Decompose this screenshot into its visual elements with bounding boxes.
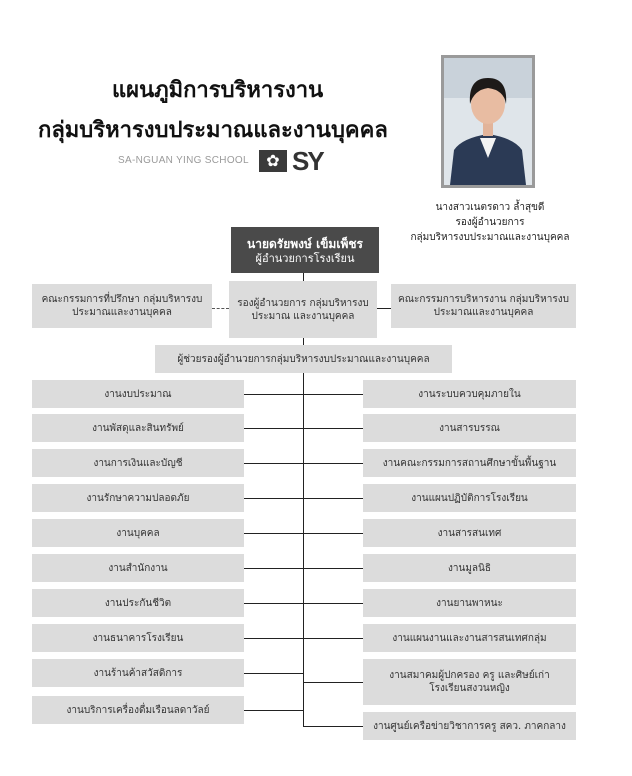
person-name: นางสาวเนตรดาว ล้ำสุขดี — [435, 202, 545, 213]
right-branch-line — [303, 463, 363, 464]
connector-main-trunk — [303, 338, 304, 726]
right-unit-box: งานยานพาหนะ — [363, 589, 576, 617]
left-unit-box: งานร้านค้าสวัสดิการ — [32, 659, 244, 687]
right-branch-line — [303, 394, 363, 395]
right-branch-line — [303, 428, 363, 429]
chart-title-line2: กลุ่มบริหารงบประมาณและงานบุคคล — [38, 118, 388, 143]
deputy-director-box: รองผู้อำนวยการ กลุ่มบริหารงบประมาณ และงานบุคคล — [229, 281, 377, 338]
connector-admin — [377, 308, 391, 309]
right-unit-box: งานมูลนิธิ — [363, 554, 576, 582]
person-caption — [395, 200, 585, 245]
right-unit-box: งานสมาคมผู้ปกครอง ครู และศิษย์เก่าโรงเรียนสงวนหญิง — [363, 659, 576, 705]
right-branch-line — [303, 568, 363, 569]
person-role: รองผู้อำนวยการ — [455, 217, 525, 228]
right-branch-line — [303, 603, 363, 604]
director-box — [231, 227, 379, 273]
right-unit-box: งานคณะกรรมการสถานศึกษาขั้นพื้นฐาน — [363, 449, 576, 477]
right-branch-line — [303, 682, 363, 683]
person-group: กลุ่มบริหารงบประมาณและงานบุคคล — [410, 232, 570, 243]
left-unit-box: งานงบประมาณ — [32, 380, 244, 408]
left-branch-line — [244, 428, 303, 429]
director-name: นายดรัยพงษ์ เข็มเพ็ชร — [247, 236, 363, 251]
connector-director-deputy — [303, 273, 304, 281]
left-unit-box: งานรักษาความปลอดภัย — [32, 484, 244, 512]
school-logo: SY — [292, 146, 323, 176]
admin-committee-box: คณะกรรมการบริหารงาน กลุ่มบริหารงบประมาณและงานบุคคล — [391, 284, 576, 328]
advisory-committee-box: คณะกรรมการที่ปรึกษา กลุ่มบริหารงบประมาณและงานบุคคล — [32, 284, 212, 328]
left-branch-line — [244, 463, 303, 464]
chart-title-line1: แผนภูมิการบริหารงาน — [112, 78, 324, 103]
left-unit-box: งานประกันชีวิต — [32, 589, 244, 617]
left-branch-line — [244, 673, 303, 674]
right-unit-box: งานสารบรรณ — [363, 414, 576, 442]
left-unit-box: งานการเงินและบัญชี — [32, 449, 244, 477]
left-unit-box: งานบุคคล — [32, 519, 244, 547]
school-name: SA-NGUAN YING SCHOOL — [118, 155, 249, 166]
left-branch-line — [244, 568, 303, 569]
connector-advisory-dashed — [212, 308, 229, 309]
left-unit-box: งานธนาคารโรงเรียน — [32, 624, 244, 652]
flower-logo-icon: ✿ — [259, 150, 287, 172]
right-unit-box: งานแผนงานและงานสารสนเทศกลุ่ม — [363, 624, 576, 652]
left-branch-line — [244, 498, 303, 499]
left-branch-line — [244, 710, 303, 711]
assistant-deputy-box: ผู้ช่วยรองผู้อำนวยการกลุ่มบริหารงบประมาณและงานบุคคล — [155, 345, 452, 373]
right-branch-line — [303, 726, 363, 727]
left-branch-line — [244, 638, 303, 639]
left-unit-box: งานสำนักงาน — [32, 554, 244, 582]
right-branch-line — [303, 533, 363, 534]
left-unit-box: งานพัสดุและสินทรัพย์ — [32, 414, 244, 442]
right-unit-box: งานแผนปฏิบัติการโรงเรียน — [363, 484, 576, 512]
left-branch-line — [244, 394, 303, 395]
right-unit-box: งานระบบควบคุมภายใน — [363, 380, 576, 408]
left-branch-line — [244, 603, 303, 604]
right-unit-box: งานศูนย์เครือข่ายวิชาการครู สคว. ภาคกลาง — [363, 712, 576, 740]
right-branch-line — [303, 498, 363, 499]
director-role: ผู้อำนวยการโรงเรียน — [255, 251, 355, 265]
right-unit-box: งานสารสนเทศ — [363, 519, 576, 547]
left-unit-box: งานบริการเครื่องดื่มเรือนลดาวัลย์ — [32, 696, 244, 724]
left-branch-line — [244, 533, 303, 534]
person-photo — [441, 55, 535, 188]
right-branch-line — [303, 638, 363, 639]
